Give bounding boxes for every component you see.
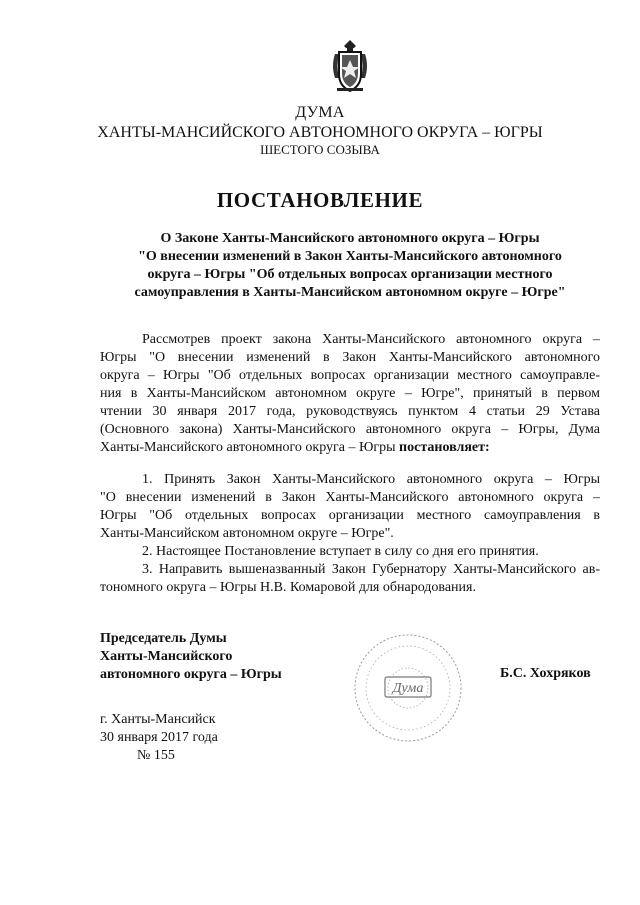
place: г. Ханты-Мансийск [100,712,216,727]
preamble-paragraph [100,331,600,457]
preamble-line: (Основного закона) Ханты-Мансийского автономного округа – Югры, Дума [100,422,600,437]
preamble-last-text: Ханты-Мансийского автономного округа – Югры [100,440,396,455]
signatory-name: Б.С. Хохряков [500,666,591,681]
date: 30 января 2017 года [100,730,218,745]
item-line: 3. Направить вышеназванный Закон Губернатору Ханты-Мансийского ав- [142,562,600,577]
preamble-line: ния в Ханты-Мансийском автономном округе – Югре", принятый в первом [100,386,600,401]
preamble-last-line [100,439,600,457]
document-subject [100,230,600,302]
item-line: 1. Принять Закон Ханты-Мансийского автономного округа – Югры [142,472,600,487]
preamble-line: чтении 30 января 2017 года, руководствуясь пунктом 4 статьи 29 Устава [100,404,600,419]
duma-heading: ДУМА [295,104,345,121]
item-line: Югры "Об отдельных вопросах организации местного самоуправления в [100,508,600,523]
subject-line: "О внесении изменений в Закон Ханты-Мансийского автономного [138,249,562,264]
stamp-label: Дума [392,681,424,696]
subject-line: округа – Югры "Об отдельных вопросах организации местного [147,267,553,282]
position-line: Председатель Думы [100,631,227,646]
position-line: автономного округа – Югры [100,667,282,682]
preamble-line: округа – Югры "Об отдельных вопросах организации местного самоуправле- [100,368,600,383]
item-line: "О внесении изменений в Закон Ханты-Мансийского автономного округа – [100,490,600,505]
document-number: № 155 [137,748,175,763]
coat-of-arms-emblem [327,38,373,94]
resolution-items [100,471,600,597]
item-line: 2. Настоящее Постановление вступает в силу со дня его принятия. [142,544,539,559]
preamble-line: Югры "О внесении изменений в Закон Ханты-Мансийского автономного [100,350,600,365]
document-type-title: ПОСТАНОВЛЕНИЕ [216,188,424,212]
signatory-position [100,630,282,684]
document-place-date [100,711,218,765]
subject-line: самоуправления в Ханты-Мансийском автономном округе – Югре" [134,285,566,300]
preamble-line: Рассмотрев проект закона Ханты-Мансийского автономного округа – [142,332,600,347]
decision-word: постановляет: [399,440,490,455]
official-stamp [352,632,464,744]
position-line: Ханты-Мансийского [100,649,233,664]
okrug-heading: ХАНТЫ-МАНСИЙСКОГО АВТОНОМНОГО ОКРУГА – ЮГРЫ [97,124,543,141]
subject-line: О Законе Ханты-Мансийского автономного округа – Югры [160,231,540,246]
item-line: тономного округа – Югры Н.В. Комаровой для обнародования. [100,580,476,595]
sozyv-heading: ШЕСТОГО СОЗЫВА [260,142,380,157]
item-line: Ханты-Мансийском автономном округе – Югре". [100,526,394,541]
